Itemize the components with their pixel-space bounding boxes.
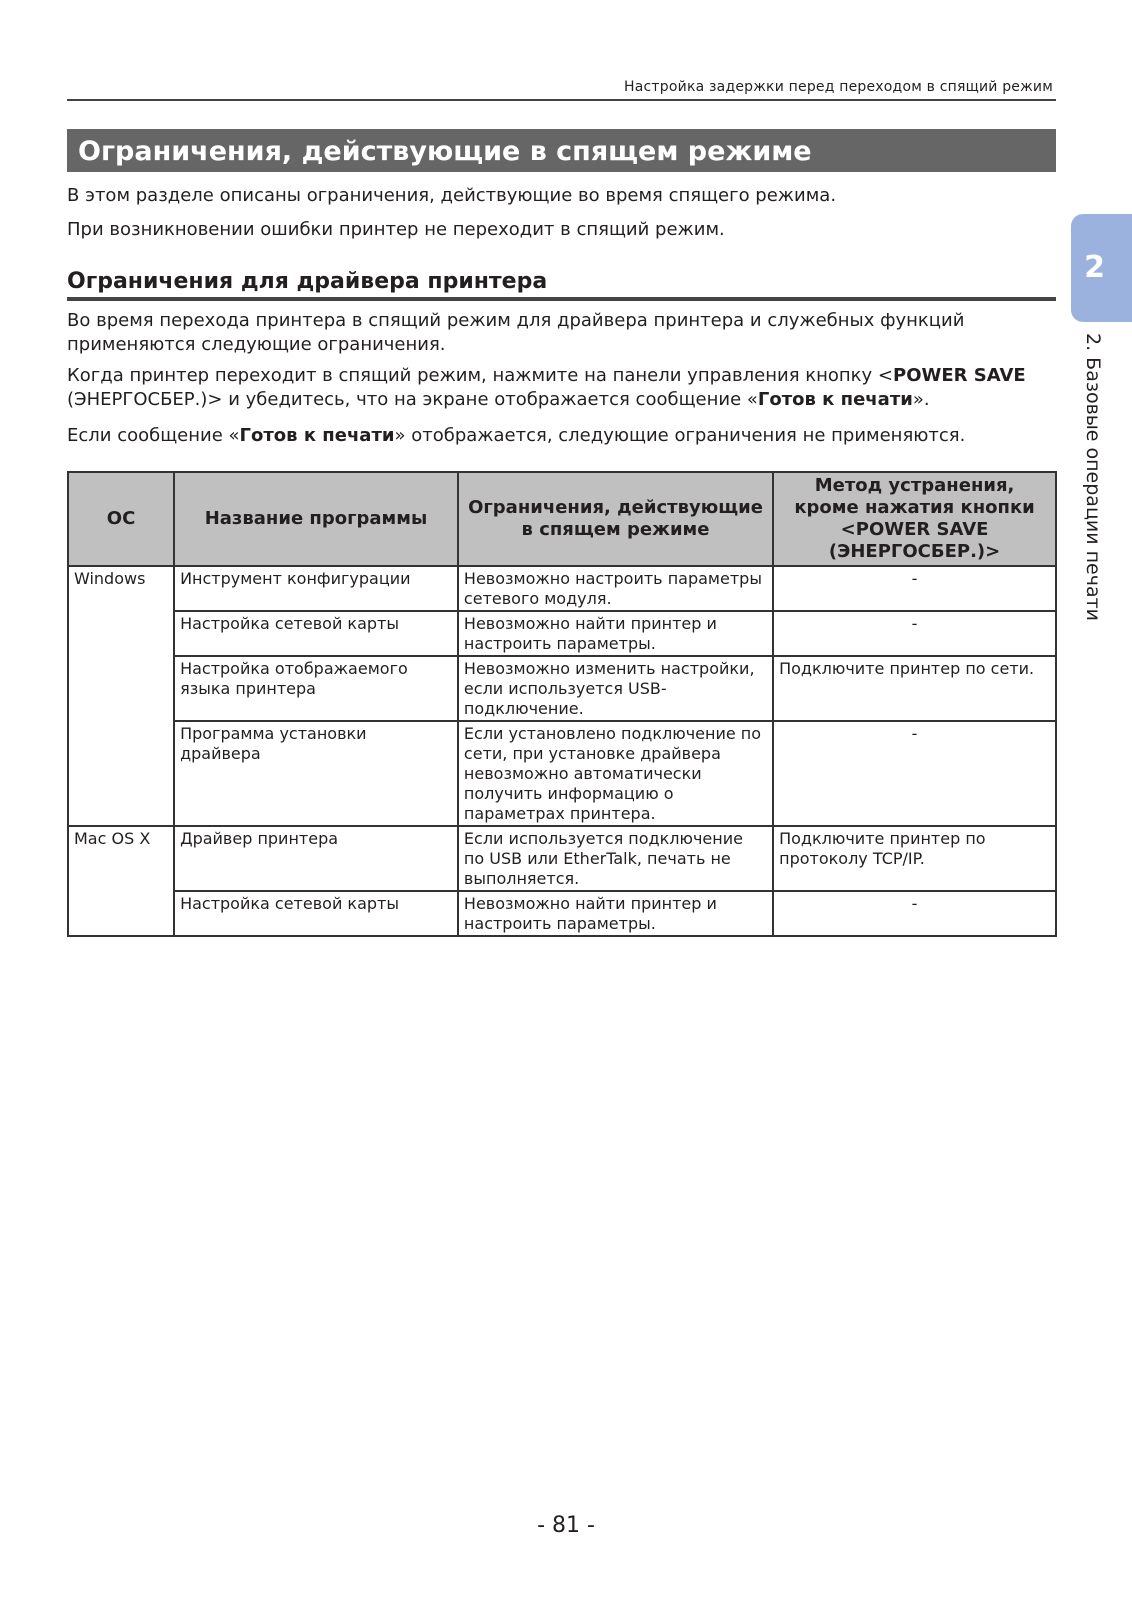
method-cell: - (773, 891, 1056, 936)
power-save-paragraph (67, 364, 1067, 412)
section-title: Ограничения, действующие в спящем режиме (67, 129, 1056, 172)
method-cell: - (773, 566, 1056, 611)
table-header-row (68, 472, 1056, 566)
restrictions-paragraph (67, 309, 1067, 357)
table-row (68, 721, 1056, 826)
power-save-text: Когда принтер переходит в спящий режим, нажмите на панели управления кнопку < (67, 365, 893, 386)
program-cell: Настройка сетевой карты (174, 611, 458, 656)
os-cell: Windows (68, 566, 174, 611)
os-cell (68, 656, 174, 721)
header-method: Метод устранения, кроме нажатия кнопки <POWER SAVE (ЭНЕРГОСБЕР.)> (773, 472, 1056, 566)
program-cell: Драйвер принтера (174, 826, 458, 891)
intro-paragraph: В этом разделе описаны ограничения, действующие во время спящего режима. (67, 185, 837, 206)
program-cell: Программа установки драйвера (174, 721, 458, 826)
program-cell: Настройка отображаемого языка принтера (174, 656, 458, 721)
table-row (68, 611, 1056, 656)
subsection-title: Ограничения для драйвера принтера (67, 269, 548, 294)
ready-paragraph (67, 424, 1067, 448)
table-row (68, 891, 1056, 936)
program-cell: Инструмент конфигурации (174, 566, 458, 611)
method-cell: - (773, 721, 1056, 826)
error-note-paragraph: При возникновении ошибки принтер не переходит в спящий режим. (67, 219, 725, 240)
restrictions-table (67, 471, 1057, 937)
subsection-rule (67, 297, 1056, 301)
restriction-cell: Если установлено подключение по сети, при установке драйвера невозможно автоматически получить информацию о параметрах принтера. (458, 721, 773, 826)
ready-message: Готов к печати (757, 389, 913, 410)
header-os: ОС (68, 472, 174, 566)
ready-message-2: Готов к печати (239, 425, 395, 446)
header-program: Название программы (174, 472, 458, 566)
power-save-text-2: (ЭНЕРГОСБЕР.)> и убедитесь, что на экране отображается сообщение « (67, 389, 758, 410)
restriction-cell: Если используется подключение по USB или EtherTalk, печать не выполняется. (458, 826, 773, 891)
running-header: Настройка задержки перед переходом в спящий режим (624, 79, 1053, 95)
table-row (68, 656, 1056, 721)
method-cell: - (773, 611, 1056, 656)
ready-text: Если сообщение « (67, 425, 240, 446)
restriction-cell: Невозможно настроить параметры сетевого модуля. (458, 566, 773, 611)
restrictions-line-1: Во время перехода принтера в спящий режим для драйвера принтера и служебных функций (67, 310, 965, 331)
header-restriction: Ограничения, действующие в спящем режиме (458, 472, 773, 566)
os-cell: Mac OS X (68, 826, 174, 891)
chapter-title-vertical: 2. Базовые операции печати (1082, 333, 1104, 622)
program-cell: Настройка сетевой карты (174, 891, 458, 936)
header-rule (67, 99, 1056, 101)
chapter-tab: 2 (1071, 214, 1132, 322)
restriction-cell: Невозможно изменить настройки, если используется USB-подключение. (458, 656, 773, 721)
ready-text-end: » отображается, следующие ограничения не применяются. (394, 425, 966, 446)
power-save-text-end: ». (912, 389, 930, 410)
method-cell: Подключите принтер по сети. (773, 656, 1056, 721)
power-save-key: POWER SAVE (893, 365, 1026, 386)
restriction-cell: Невозможно найти принтер и настроить параметры. (458, 611, 773, 656)
os-cell (68, 721, 174, 826)
table-row (68, 566, 1056, 611)
restrictions-line-2: применяются следующие ограничения. (67, 334, 446, 355)
restriction-cell: Невозможно найти принтер и настроить параметры. (458, 891, 773, 936)
table-row (68, 826, 1056, 891)
method-cell: Подключите принтер по протоколу TCP/IP. (773, 826, 1056, 891)
os-cell (68, 611, 174, 656)
os-cell (68, 891, 174, 936)
page-number: - 81 - (537, 1513, 595, 1538)
